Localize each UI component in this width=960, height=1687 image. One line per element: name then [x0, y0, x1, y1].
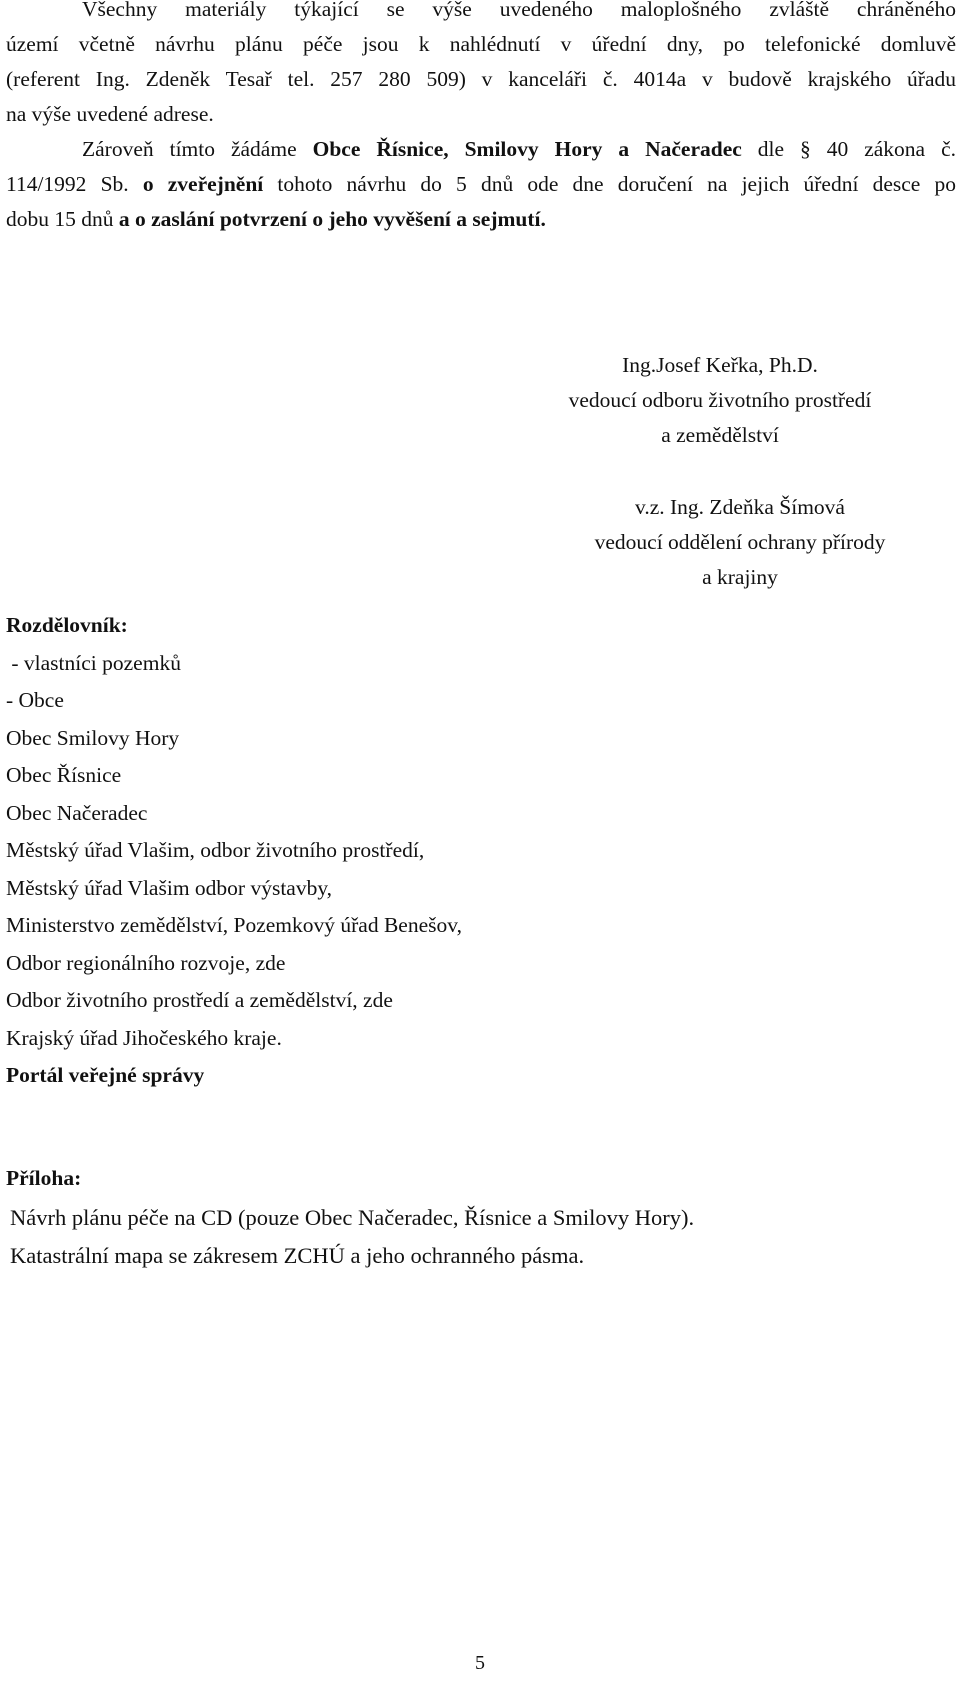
law-number: 114/1992 Sb.: [6, 172, 143, 196]
intro-line-4: na výše uvedené adrese.: [6, 102, 214, 126]
attachment-heading: Příloha:: [6, 1166, 82, 1190]
request-text: Zároveň tímto žádáme: [82, 137, 313, 161]
confirmation-bold: a o zaslání potvrzení o jeho vyvěšení a sejmutí.: [118, 207, 546, 231]
intro-paragraphs: [6, 0, 956, 237]
signature-block-deputy: [500, 490, 960, 595]
signature-block-head: [480, 348, 960, 453]
deputy-name: v.z. Ing. Zdeňka Šímová: [635, 495, 845, 519]
distribution-item: Krajský úřad Jihočeského kraje.: [6, 1025, 282, 1050]
distribution-item: Obec Načeradec: [6, 800, 148, 825]
intro-line-3: (referent Ing. Zdeněk Tesař tel. 257 280 509) v kanceláři č. 4014a v budově krajského úřadu: [6, 67, 956, 91]
distribution-item: Městský úřad Vlašim odbor výstavby,: [6, 875, 333, 900]
deputy-role-2: a krajiny: [702, 565, 778, 589]
duration-text: dobu 15 dnů: [6, 207, 119, 231]
request-line-2: [6, 167, 956, 202]
attachment-item: Katastrální mapa se zákresem ZCHÚ a jeho ochranného pásma.: [10, 1243, 585, 1268]
distribution-item: - Obce: [6, 688, 64, 712]
distribution-item: Odbor regionálního rozvoje, zde: [6, 950, 286, 975]
attachment-item: Návrh plánu péče na CD (pouze Obec Načeradec, Řísnice a Smilovy Hory).: [10, 1205, 695, 1230]
intro-line-2: území včetně návrhu plánu péče jsou k nahlédnutí v úřední dny, po telefonické domluvě: [6, 32, 956, 56]
page-number: 5: [475, 1652, 485, 1674]
signatory-role-2: a zemědělství: [661, 423, 779, 447]
municipalities-bold: Obce Řísnice, Smilovy Hory a Načeradec: [312, 137, 742, 161]
request-line-3: [6, 202, 956, 237]
request-line-1: [6, 132, 956, 167]
publication-bold: o zveřejnění: [142, 172, 264, 196]
intro-line-1: Všechny materiály týkající se výše uvedeného maloplošného zvláště chráněného: [82, 0, 956, 21]
distribution-item: Obec Smilovy Hory: [6, 725, 180, 750]
distribution-item: Odbor životního prostředí a zemědělství, zde: [6, 988, 393, 1012]
distribution-heading: Rozdělovník:: [6, 613, 128, 637]
signatory-name: Ing.Josef Keřka, Ph.D.: [622, 353, 818, 377]
law-reference: dle § 40 zákona č.: [741, 137, 956, 161]
signatory-role-1: vedoucí odboru životního prostředí: [568, 388, 872, 412]
attachment-section: [6, 1157, 694, 1275]
distribution-item: Obec Řísnice: [6, 763, 122, 787]
deputy-role-1: vedoucí oddělení ochrany přírody: [594, 530, 886, 554]
distribution-item: - vlastníci pozemků: [6, 650, 181, 675]
distribution-list: [6, 607, 462, 1095]
distribution-portal: Portál veřejné správy: [6, 1063, 205, 1087]
distribution-item: Ministerstvo zemědělství, Pozemkový úřad Benešov,: [6, 913, 462, 937]
publication-text: tohoto návrhu do 5 dnů ode dne doručení na jejich úřední desce po: [263, 172, 956, 196]
distribution-item: Městský úřad Vlašim, odbor životního prostředí,: [6, 838, 425, 862]
